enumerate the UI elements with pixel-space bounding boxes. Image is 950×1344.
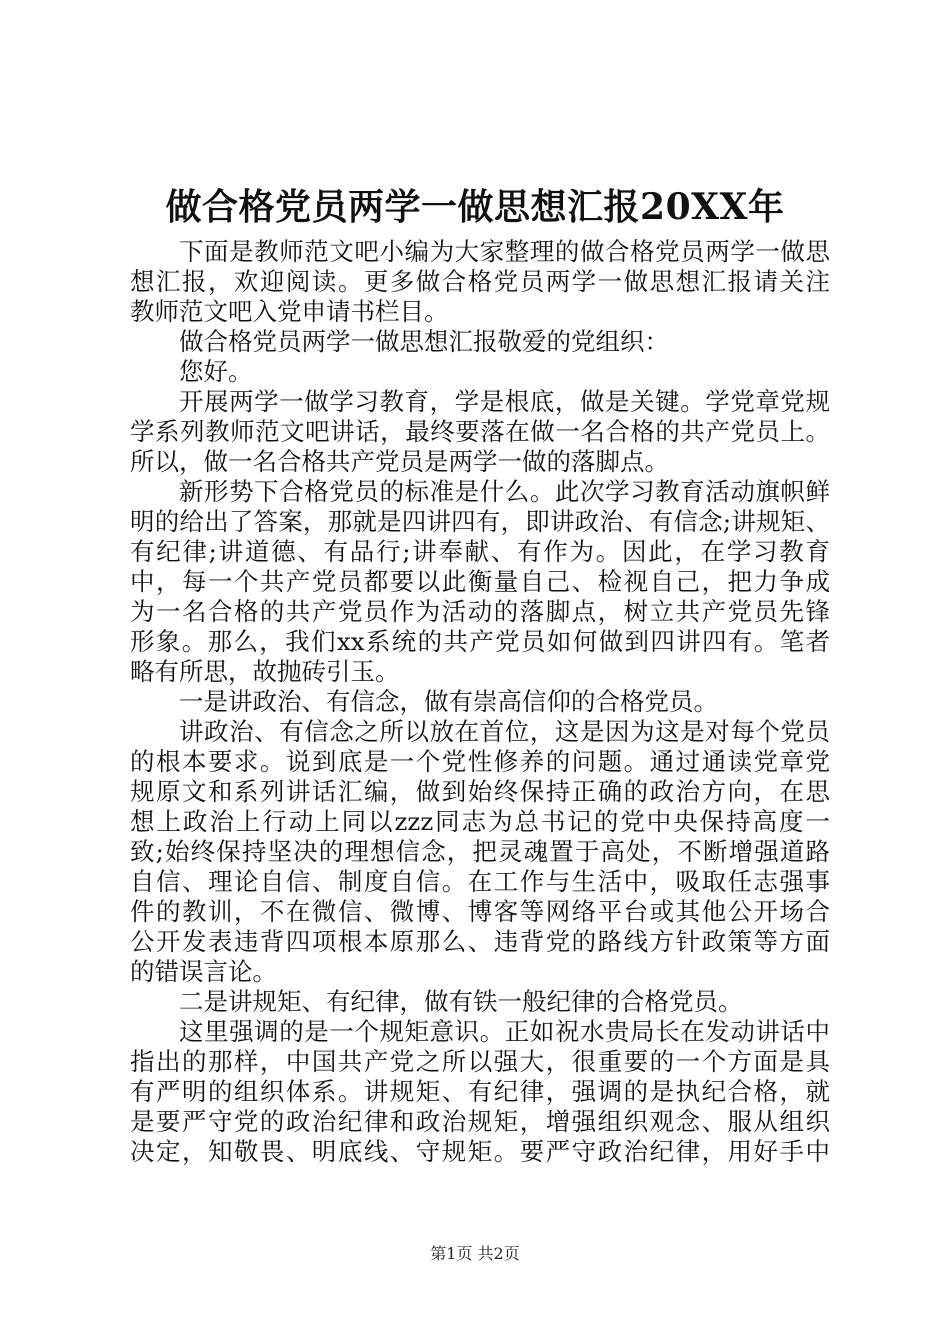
text-line: 是要严守党的政治纪律和政治规矩，增强组织观念、服从组织 — [130, 1107, 830, 1136]
document-title: 做合格党员两学一做思想汇报20XX年 — [165, 186, 785, 228]
text-line: 所以，做一名合格共产党员是两学一做的落脚点。 — [130, 447, 669, 476]
text-line: 中，每一个共产党员都要以此衡量自己、检视自己，把力争成 — [130, 567, 830, 596]
text-line: 为一名合格的共产党员作为活动的落脚点，树立共产党员先锋 — [130, 597, 830, 626]
page-footer: 第1页 共2页 — [430, 1244, 520, 1263]
document-body — [130, 237, 830, 1167]
text-line: 二是讲规矩、有纪律，做有铁一般纪律的合格党员。 — [179, 987, 743, 1016]
text-line: 明的给出了答案，那就是四讲四有，即讲政治、有信念;讲规矩、 — [130, 507, 830, 536]
text-line: 想上政治上行动上同以zzz同志为总书记的党中央保持高度一 — [130, 807, 830, 836]
text-line: 讲政治、有信念之所以放在首位，这是因为这是对每个党员 — [179, 717, 830, 746]
text-line: 决定，知敬畏、明底线、守规矩。要严守政治纪律，用好手中 — [130, 1137, 830, 1166]
text-line: 做合格党员两学一做思想汇报敬爱的党组织： — [179, 327, 669, 356]
text-line: 想汇报，欢迎阅读。更多做合格党员两学一做思想汇报请关注 — [130, 267, 830, 296]
text-line: 自信、理论自信、制度自信。在工作与生活中，吸取任志强事 — [130, 867, 830, 896]
text-line: 规原文和系列讲话汇编，做到始终保持正确的政治方向，在思 — [130, 777, 830, 806]
text-line: 这里强调的是一个规矩意识。正如祝水贵局长在发动讲话中 — [179, 1017, 830, 1046]
text-line: 您好。 — [179, 357, 253, 386]
text-line: 的根本要求。说到底是一个党性修养的问题。通过通读党章党 — [130, 747, 830, 776]
text-line: 件的教训，不在微信、微博、博客等网络平台或其他公开场合 — [130, 897, 830, 926]
text-line: 学系列教师范文吧讲话，最终要落在做一名合格的共产党员上。 — [130, 417, 830, 446]
text-line: 有纪律;讲道德、有品行;讲奉献、有作为。因此，在学习教育 — [130, 537, 830, 566]
text-line: 开展两学一做学习教育，学是根底，做是关键。学党章党规 — [179, 387, 830, 416]
text-line: 新形势下合格党员的标准是什么。此次学习教育活动旗帜鲜 — [179, 477, 830, 506]
text-line: 下面是教师范文吧小编为大家整理的做合格党员两学一做思 — [179, 237, 830, 266]
text-line: 形象。那么，我们xx系统的共产党员如何做到四讲四有。笔者 — [130, 627, 830, 656]
text-line: 致;始终保持坚决的理想信念，把灵魂置于高处，不断增强道路 — [130, 837, 830, 866]
text-line: 公开发表违背四项根本原那么、违背党的路线方针政策等方面 — [130, 927, 830, 956]
text-line: 一是讲政治、有信念，做有崇高信仰的合格党员。 — [179, 687, 718, 716]
text-line: 有严明的组织体系。讲规矩、有纪律，强调的是执纪合格，就 — [130, 1077, 830, 1106]
text-line: 教师范文吧入党申请书栏目。 — [130, 297, 449, 326]
text-line: 指出的那样，中国共产党之所以强大，很重要的一个方面是具 — [130, 1047, 830, 1076]
text-line: 的错误言论。 — [130, 957, 277, 986]
text-line: 略有所思，故抛砖引玉。 — [130, 657, 400, 686]
